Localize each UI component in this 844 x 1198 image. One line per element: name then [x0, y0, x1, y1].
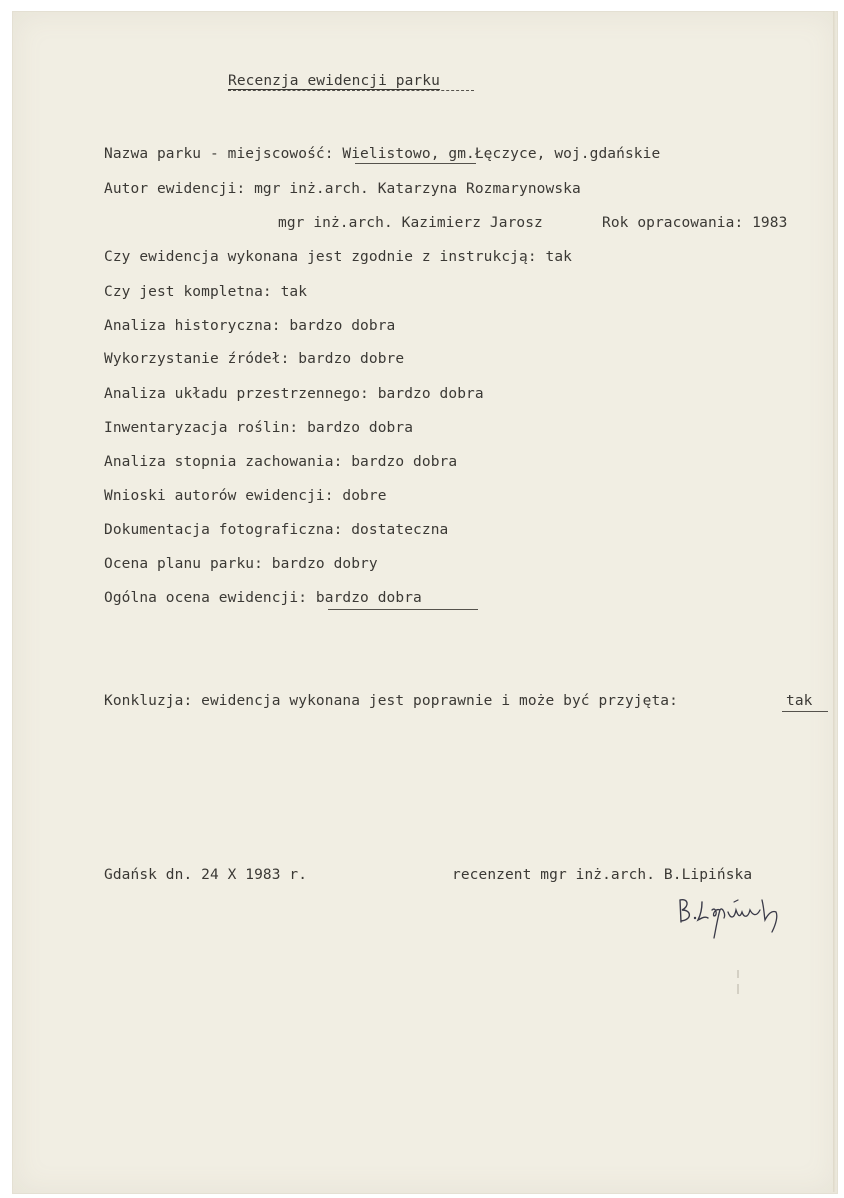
- field-sources: Wykorzystanie źródeł: bardzo dobre: [104, 351, 405, 367]
- field-spatial: Analiza układu przestrzennego: bardzo dobra: [104, 386, 484, 402]
- field-historical: Analiza historyczna: bardzo dobra: [104, 318, 396, 334]
- reviewer: recenzent mgr inż.arch. B.Lipińska: [452, 867, 753, 883]
- paper-mark: [735, 968, 741, 996]
- park-name-underline: [355, 163, 476, 164]
- place-date: Gdańsk dn. 24 X 1983 r.: [104, 867, 308, 883]
- field-year: Rok opracowania: 1983: [602, 215, 788, 231]
- document-title: Recenzja ewidencji parku: [228, 73, 440, 89]
- field-instruction: Czy ewidencja wykonana jest zgodnie z instrukcją: tak: [104, 249, 572, 265]
- conclusion-text: Konkluzja: ewidencja wykonana jest poprawnie i może być przyjęta:: [104, 693, 678, 709]
- field-complete: Czy jest kompletna: tak: [104, 284, 308, 300]
- field-preservation: Analiza stopnia zachowania: bardzo dobra: [104, 454, 458, 470]
- field-plants: Inwentaryzacja roślin: bardzo dobra: [104, 420, 414, 436]
- field-conclusions: Wnioski autorów ewidencji: dobre: [104, 488, 387, 504]
- title-underline: [228, 90, 474, 91]
- conclusion-answer: tak: [786, 693, 813, 709]
- paper-edge: [833, 11, 836, 1192]
- field-park-name: Nazwa parku - miejscowość: Wielistowo, gm.Łęczyce, woj.gdańskie: [104, 146, 661, 162]
- field-overall: Ogólna ocena ewidencji: bardzo dobra: [104, 590, 422, 606]
- field-author-2: mgr inż.arch. Kazimierz Jarosz: [278, 215, 543, 231]
- field-plan: Ocena planu parku: bardzo dobry: [104, 556, 378, 572]
- conclusion-underline: [782, 711, 828, 712]
- field-author-1: Autor ewidencji: mgr inż.arch. Katarzyna Rozmarynowska: [104, 181, 581, 197]
- handwritten-signature: [672, 888, 788, 944]
- field-photo: Dokumentacja fotograficzna: dostateczna: [104, 522, 449, 538]
- overall-underline: [328, 609, 478, 610]
